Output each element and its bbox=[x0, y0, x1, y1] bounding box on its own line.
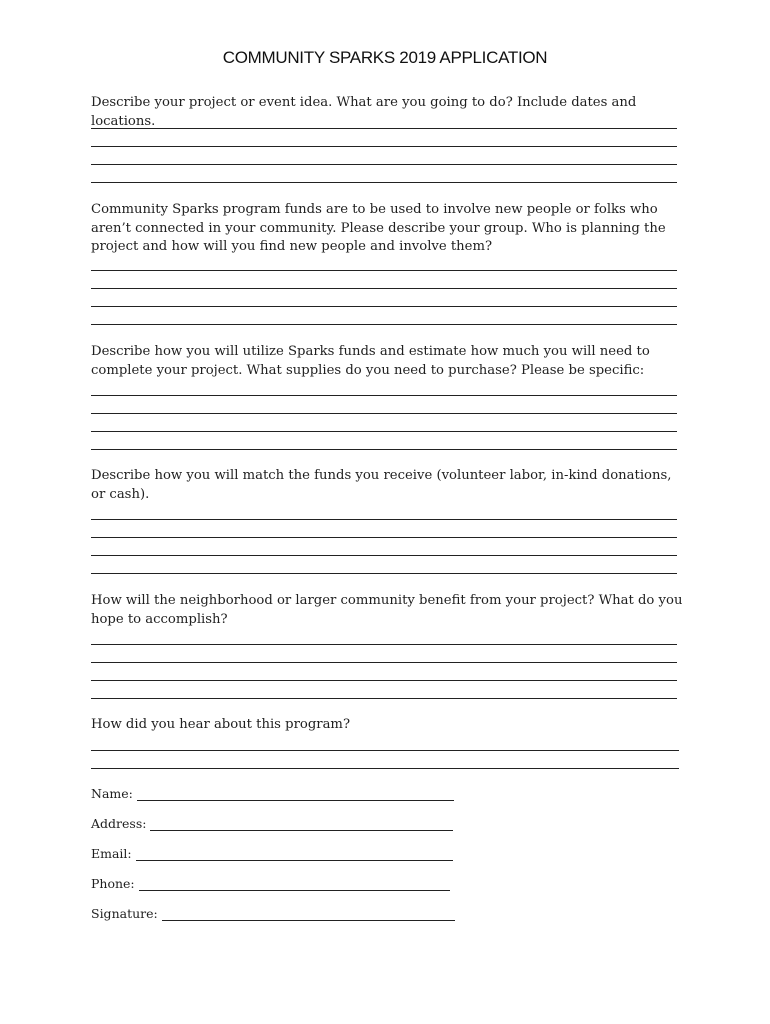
answer-line[interactable] bbox=[91, 555, 677, 556]
answer-line[interactable] bbox=[91, 768, 679, 769]
email-input-line[interactable] bbox=[136, 848, 453, 861]
answer-line[interactable] bbox=[91, 449, 677, 450]
phone-field bbox=[91, 876, 450, 891]
page-title: COMMUNITY SPARKS 2019 APPLICATION bbox=[222, 48, 548, 67]
answer-line[interactable] bbox=[91, 750, 679, 751]
answer-line[interactable] bbox=[91, 680, 677, 681]
name-input-line[interactable] bbox=[137, 788, 454, 801]
answer-line[interactable] bbox=[91, 128, 677, 129]
address-field bbox=[91, 816, 453, 831]
answer-line[interactable] bbox=[91, 182, 677, 183]
question-referral-source: How did you hear about this program? bbox=[91, 717, 351, 732]
answer-line[interactable] bbox=[91, 324, 677, 325]
answer-line[interactable] bbox=[91, 270, 677, 271]
answer-line[interactable] bbox=[91, 644, 677, 645]
signature-field bbox=[91, 906, 455, 921]
answer-line[interactable] bbox=[91, 519, 677, 520]
answer-line[interactable] bbox=[91, 537, 677, 538]
name-field bbox=[91, 786, 454, 801]
question-group-description: Community Sparks program funds are to be used to involve new people or folks who aren’t connected in your community. Please describe your group. Who is planning the project and how will you find new people and involve them? bbox=[91, 202, 666, 254]
email-field bbox=[91, 846, 453, 861]
signature-label: Signature: bbox=[91, 906, 158, 921]
signature-input-line[interactable] bbox=[162, 908, 455, 921]
phone-label: Phone: bbox=[91, 876, 135, 891]
email-label: Email: bbox=[91, 846, 132, 861]
answer-line[interactable] bbox=[91, 288, 677, 289]
answer-line[interactable] bbox=[91, 164, 677, 165]
answer-line[interactable] bbox=[91, 662, 677, 663]
question-funds-match: Describe how you will match the funds you receive (volunteer labor, in-kind donations, or cash). bbox=[91, 468, 672, 502]
answer-line[interactable] bbox=[91, 395, 677, 396]
phone-input-line[interactable] bbox=[139, 878, 450, 891]
question-project-idea: Describe your project or event idea. What are you going to do? Include dates and locations. bbox=[91, 95, 637, 129]
address-input-line[interactable] bbox=[150, 818, 453, 831]
question-funds-usage: Describe how you will utilize Sparks funds and estimate how much you will need to complete your project. What supplies do you need to purchase? Please be specific: bbox=[91, 344, 650, 378]
answer-line[interactable] bbox=[91, 698, 677, 699]
answer-line[interactable] bbox=[91, 306, 677, 307]
address-label: Address: bbox=[91, 816, 147, 831]
question-community-benefit: How will the neighborhood or larger community benefit from your project? What do you hope to accomplish? bbox=[91, 593, 683, 627]
answer-line[interactable] bbox=[91, 431, 677, 432]
name-label: Name: bbox=[91, 786, 133, 801]
answer-line[interactable] bbox=[91, 146, 677, 147]
answer-line[interactable] bbox=[91, 573, 677, 574]
answer-line[interactable] bbox=[91, 413, 677, 414]
